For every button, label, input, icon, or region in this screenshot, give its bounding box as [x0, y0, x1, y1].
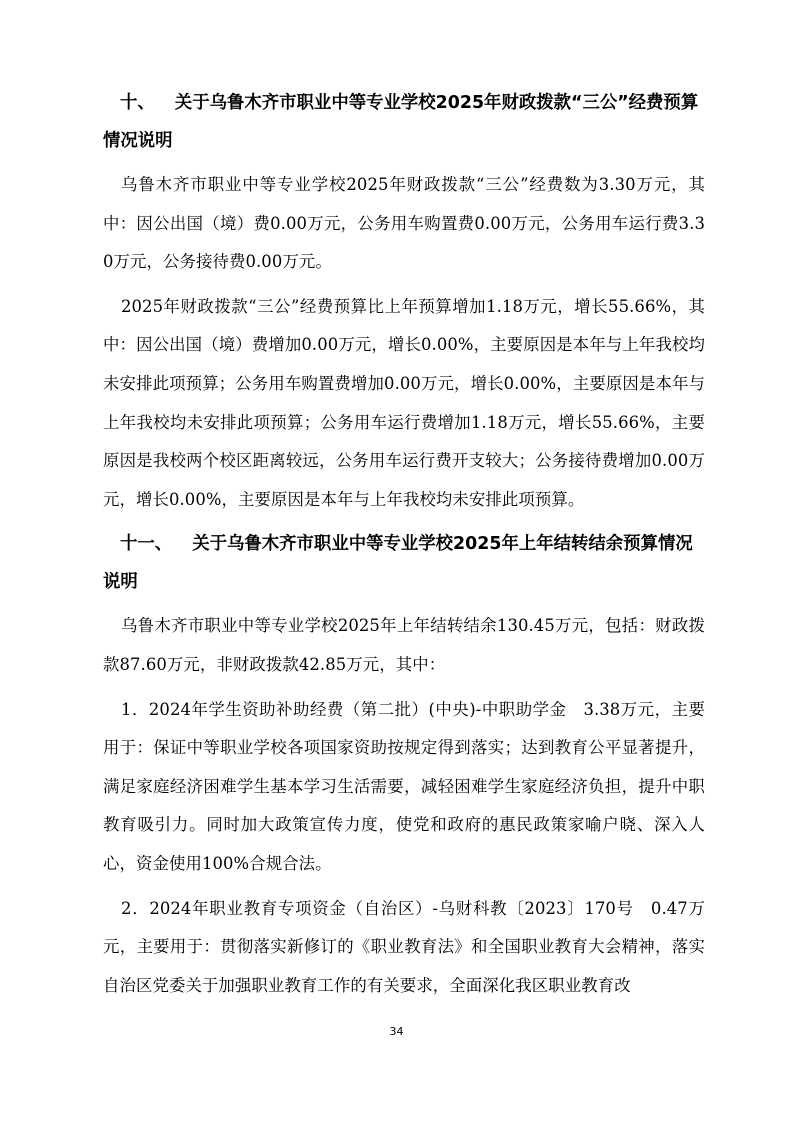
section-11-item-1: 1．2024年学生资助补助经费（第二批）(中央)-中职助学金 3.38万元，主要用于：保证中等职业学校各项国家资助按规定得到落实；达到教育公平显著提升，满足家庭经济困难学生基本学习生活需要，减轻困难学生家庭经济负担，提升中职教育吸引力。同时加大政策宣传力度，使党和政府的惠民政策家喻户晓、深入人心，资金使用100%合规合法。: [103, 699, 705, 873]
section-11-paragraph-1: 乌鲁木齐市职业中等专业学校2025年上年结转结余130.45万元，包括：财政拨款87.60万元，非财政拨款42.85万元，其中：: [103, 616, 705, 674]
section-11-heading: [103, 525, 705, 601]
page-content: [103, 84, 705, 1005]
section-10-title: 关于乌鲁木齐市职业中等专业学校2025年财政拨款“三公”经费预算情况说明: [103, 93, 699, 151]
section-11-item-2: 2．2024年职业教育专项资金（自治区）-乌财科教〔2023〕170号 0.47万元，主要用于：贯彻落实新修订的《职业教育法》和全国职业教育大会精神，落实自治区党委关于加强职业教育工作的有关要求，全面深化我区职业教育改: [103, 898, 705, 995]
section-10-heading: [103, 84, 705, 160]
page-number: 34: [389, 1025, 404, 1038]
section-11-number: 十一、: [120, 534, 173, 555]
section-10-number: 十、: [120, 93, 155, 113]
section-10-paragraph-2: 2025年财政拨款“三公”经费预算比上年预算增加1.18万元，增长55.66%，其中：因公出国（境）费增加0.00万元，增长0.00%，主要原因是本年与上年我校均未安排此项预算；公务用车购置费增加0.00万元，增长0.00%，主要原因是本年与上年我校均未安排此项预算；公务用车运行费增加1.18万元，增长55.66%，主要原因是我校两个校区距离较远，公务用车运行费开支较大；公务接待费增加0.00万元，增长0.00%，主要原因是本年与上年我校均未安排此项预算。: [103, 296, 705, 509]
section-10-paragraph-1: 乌鲁木齐市职业中等专业学校2025年财政拨款“三公”经费数为3.30万元，其中：因公出国（境）费0.00万元，公务用车购置费0.00万元，公务用车运行费3.30万元，公务接待费0.00万元。: [103, 175, 705, 272]
section-11-title: 关于乌鲁木齐市职业中等专业学校2025年上年结转结余预算情况说明: [103, 534, 693, 593]
